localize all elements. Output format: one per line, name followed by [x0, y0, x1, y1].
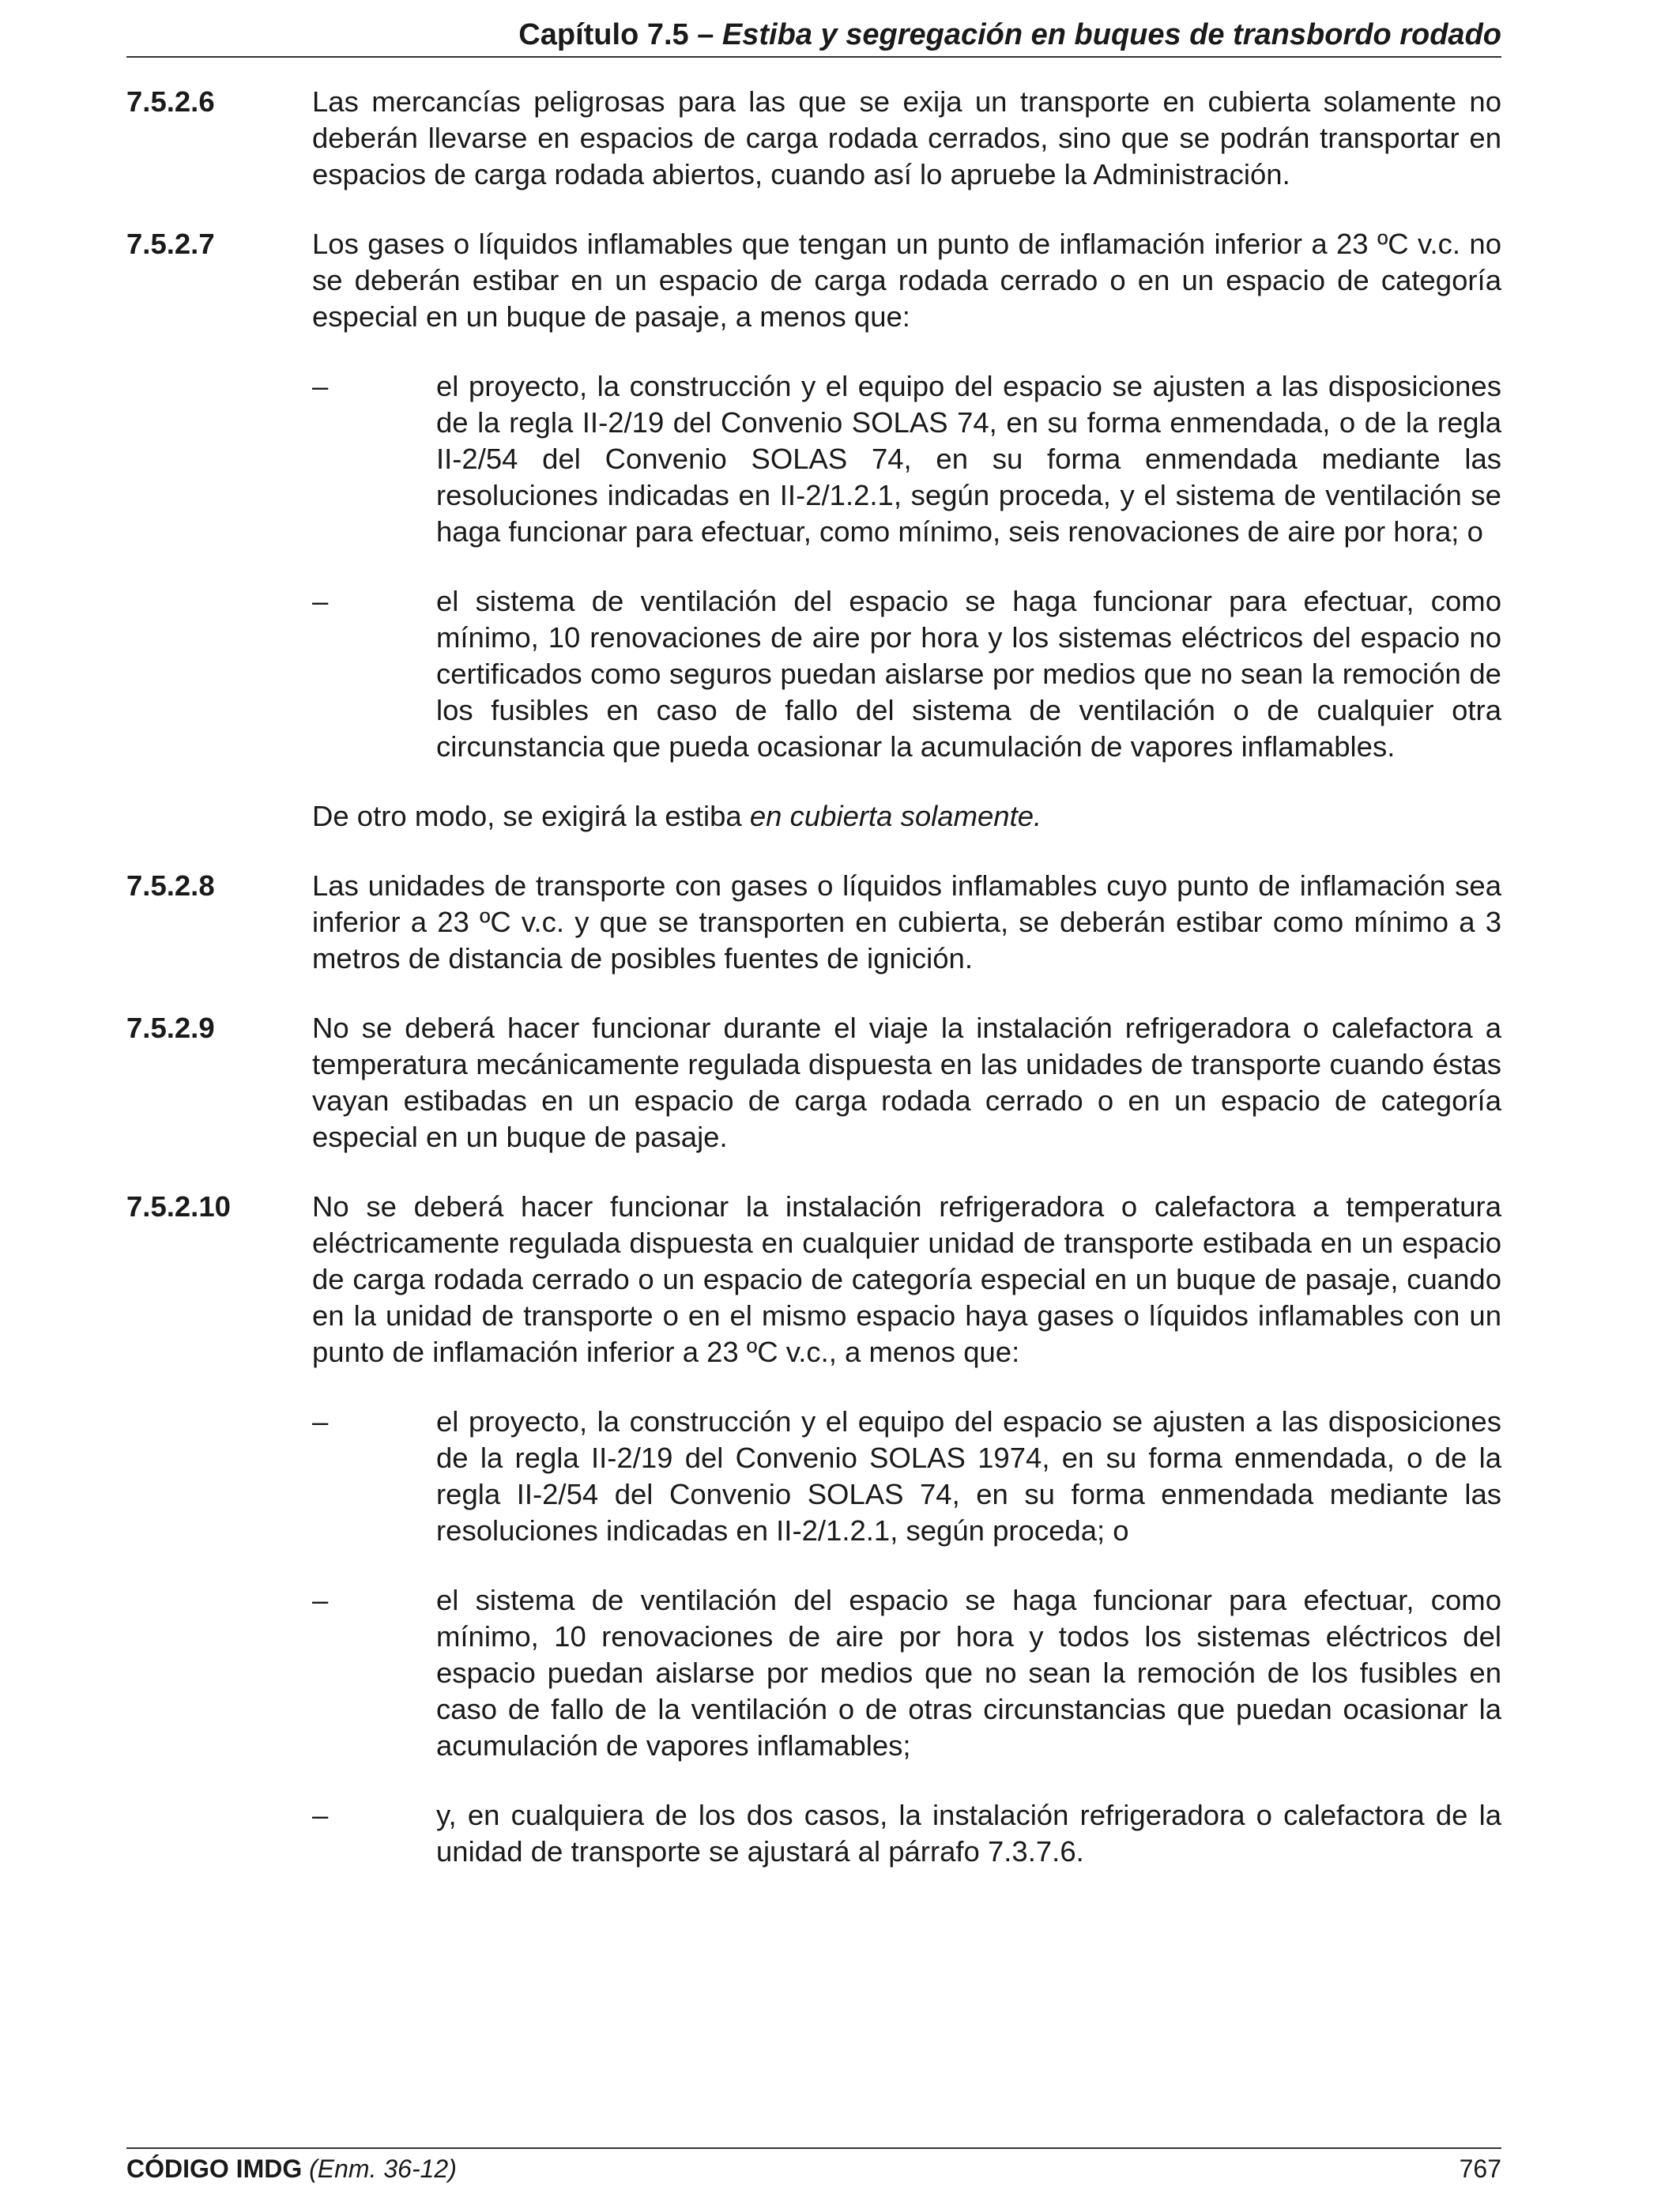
- bullet-list: [312, 1404, 1501, 1870]
- section-number: 7.5.2.6: [126, 85, 215, 118]
- dash-marker: –: [312, 1584, 329, 1616]
- list-item-text: y, en cualquiera de los dos casos, la instalación refrigeradora o calefactora de la unidad de transporte se ajustará al párrafo 7.3.7.6.: [436, 1799, 1501, 1868]
- code-name: CÓDIGO IMDG: [126, 2154, 303, 2183]
- list-item: [312, 1797, 1501, 1870]
- section-number: 7.5.2.9: [126, 1012, 215, 1044]
- section-7-5-2-6: [126, 84, 1501, 193]
- list-item: [312, 1404, 1501, 1549]
- amendment-label: (Enm. 36-12): [309, 2154, 457, 2183]
- section-text: Los gases o líquidos inflamables que tengan un punto de inflamación inferior a 23 ºC v.c. no se deberán estibar en un espacio de carga rodada cerrado o en un espacio de categoría especial en un buque de pasaje, a menos que:: [312, 228, 1501, 333]
- dash-marker: –: [312, 370, 329, 402]
- section-text: Las mercancías peligrosas para las que se exija un transporte en cubierta solamente no deberán llevarse en espacios de carga rodada cerrados, sino que se podrán transportar en espacios de carga rodada abiertos, cuando así lo apruebe la Administración.: [312, 85, 1501, 190]
- section-7-5-2-7: [126, 226, 1501, 835]
- document-page: [126, 0, 1501, 2194]
- list-item: [312, 1582, 1501, 1764]
- list-item-text: el proyecto, la construcción y el equipo del espacio se ajusten a las disposiciones de la regla II-2/19 del Convenio SOLAS 74, en su forma enmendada, o de la regla II-2/54 del Convenio SOLAS 74, en su forma enmendada mediante las resoluciones indicadas en II-2/1.2.1, según proceda, y el sistema de ventilación se haga funcionar para efectuar, como mínimo, seis renovaciones de aire por hora; o: [436, 370, 1501, 548]
- page-header: [126, 14, 1501, 55]
- section-7-5-2-9: [126, 1010, 1501, 1155]
- section-text: No se deberá hacer funcionar la instalación refrigeradora o calefactora a temperatura eléctricamente regulada dispuesta en cualquier unidad de transporte estibada en un espacio de carga rodada cerrado o un espacio de categoría especial en un buque de pasaje, cuando en la unidad de transporte o en el mismo espacio haya gases o líquidos inflamables con un punto de inflamación inferior a 23 ºC v.c., a menos que:: [312, 1190, 1501, 1368]
- footer-divider: [126, 2147, 1501, 2149]
- section-text: No se deberá hacer funcionar durante el viaje la instalación refrigeradora o calefactora a temperatura mecánicamente regulada dispuesta en las unidades de transporte cuando éstas vayan estibadas en un espacio de carga rodada cerrado o en un espacio de categoría especial en un buque de pasaje.: [312, 1012, 1501, 1153]
- header-divider: [126, 56, 1501, 58]
- list-item: [312, 583, 1501, 765]
- list-item: [312, 368, 1501, 550]
- page-body: [126, 84, 1501, 1903]
- chapter-title: Estiba y segregación en buques de transbordo rodado: [721, 18, 1501, 51]
- dash-marker: –: [312, 1405, 329, 1438]
- section-text: Las unidades de transporte con gases o líquidos inflamables cuyo punto de inflamación sea inferior a 23 ºC v.c. y que se transporten en cubierta, se deberán estibar como mínimo a 3 metros de distancia de posibles fuentes de ignición.: [312, 869, 1501, 974]
- section-7-5-2-10: [126, 1189, 1501, 1870]
- section-number: 7.5.2.10: [126, 1190, 231, 1223]
- dash-marker: –: [312, 1799, 329, 1831]
- closing-text-emphasis: en cubierta solamente.: [749, 800, 1042, 832]
- list-item-text: el proyecto, la construcción y el equipo del espacio se ajusten a las disposiciones de la regla II-2/19 del Convenio SOLAS 1974, en su forma enmendada, o de la regla II-2/54 del Convenio SOLAS 74, en su forma enmendada mediante las resoluciones indicadas en II-2/1.2.1, según proceda; o: [436, 1405, 1501, 1547]
- section-number: 7.5.2.7: [126, 228, 215, 260]
- closing-text-prefix: De otro modo, se exigirá la estiba: [312, 800, 750, 832]
- dash-marker: –: [312, 585, 329, 617]
- section-number: 7.5.2.8: [126, 869, 215, 902]
- list-item-text: el sistema de ventilación del espacio se haga funcionar para efectuar, como mínimo, 10 renovaciones de aire por hora y todos los sistemas eléctricos del espacio puedan aislarse por medios que no sean la remoción de los fusibles en caso de fallo de la ventilación o de otras circunstancias que puedan ocasionar la acumulación de vapores inflamables;: [436, 1584, 1501, 1762]
- page-footer: [126, 2152, 1501, 2185]
- list-item-text: el sistema de ventilación del espacio se haga funcionar para efectuar, como mínimo, 10 renovaciones de aire por hora y los sistemas eléctricos del espacio no certificados como seguros puedan aislarse por medios que no sean la remoción de los fusibles en caso de fallo del sistema de ventilación o de cualquier otra circunstancia que pueda ocasionar la acumulación de vapores inflamables.: [436, 585, 1501, 763]
- section-7-5-2-8: [126, 868, 1501, 977]
- page-number: 767: [1459, 2154, 1501, 2183]
- bullet-list: [312, 368, 1501, 765]
- chapter-label: Capítulo 7.5 –: [518, 18, 722, 51]
- closing-text: [312, 798, 1501, 835]
